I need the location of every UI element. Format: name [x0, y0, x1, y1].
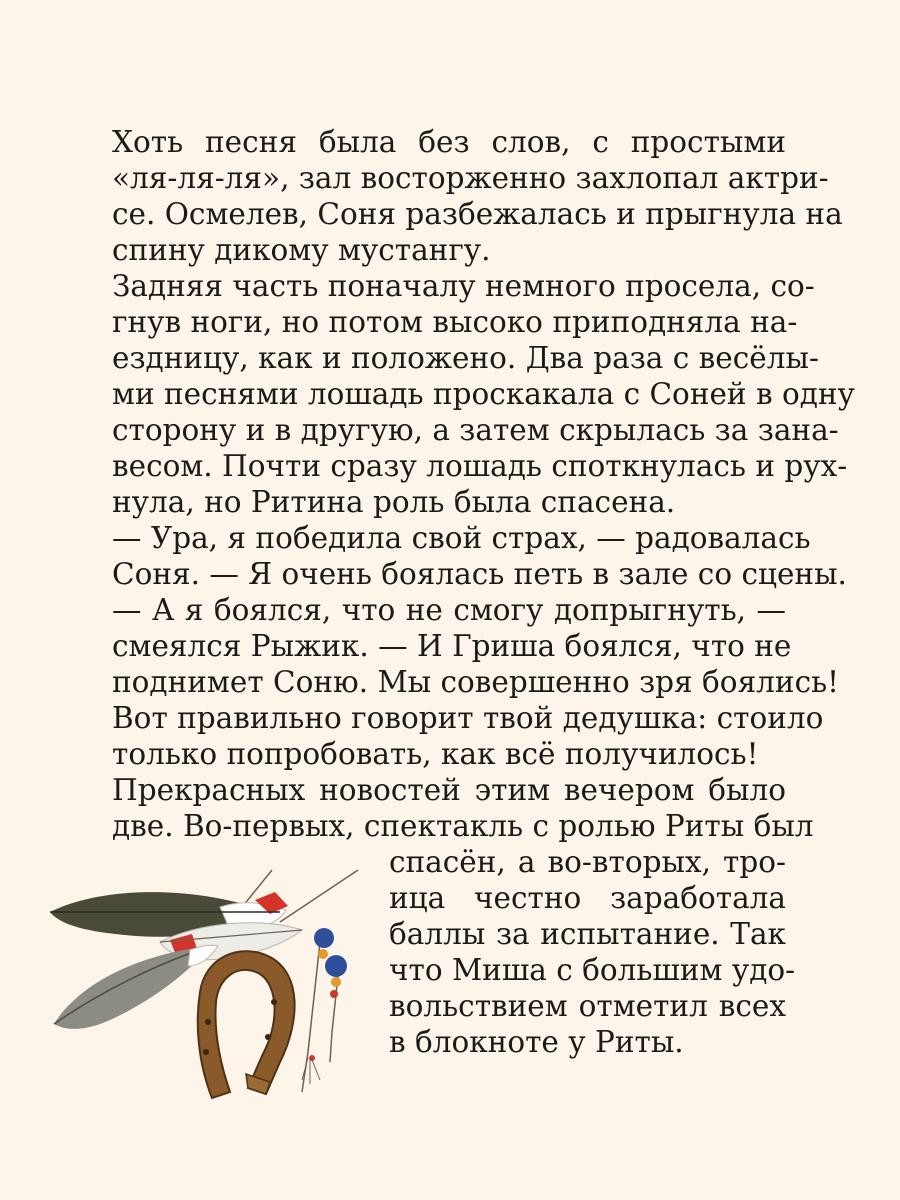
text-line: нула, но Ритина роль была спасена.	[112, 485, 676, 519]
text-line: — А я боялся, что не смогу допрыгнуть, —	[112, 593, 786, 627]
text-line: в блокноте у Риты.	[389, 1025, 684, 1059]
text-line: — Ура, я победила свой страх, — радовалась	[112, 521, 811, 555]
horseshoe-icon	[198, 951, 295, 1098]
text-line: ица честно заработала	[389, 881, 786, 915]
tassel-icon	[302, 1058, 320, 1084]
text-line: что Миша с большим удо-	[389, 953, 796, 987]
text-line: смеялся Рыжик. — И Гриша боялся, что не	[112, 629, 792, 663]
text-line: спину дикому мустангу.	[112, 233, 491, 267]
text-line: только попробовать, как всё получилось!	[112, 737, 759, 771]
text-line: сторону и в другую, а затем скрылась за зана-	[112, 413, 839, 447]
text-line: поднимет Соню. Мы совершенно зря боялись!	[112, 665, 840, 699]
text-line: Соня. — Я очень боялась петь в зале со сцены.	[112, 557, 847, 591]
text-line: баллы за испытание. Так	[389, 917, 786, 951]
feather-icon	[54, 945, 218, 1029]
text-line: Прекрасных новостей этим вечером было	[112, 773, 786, 807]
text-line: ездницу, как и положено. Два раза с весёлы-	[112, 341, 819, 375]
text-line: ми песнями лошадь проскакала с Соней в одну	[112, 377, 855, 411]
text-line: гнув ноги, но потом высоко приподняла на-	[112, 305, 798, 339]
text-line: Хоть песня была без слов, с простыми	[112, 125, 786, 159]
text-line: спасён, а во-вторых, тро-	[389, 845, 786, 879]
feathers-horseshoe-illustration	[40, 862, 380, 1102]
text-line: две. Во-первых, спектакль с ролью Риты был	[112, 809, 814, 843]
text-line: Вот правильно говорит твой дедушка: стоило	[112, 701, 824, 735]
text-line: весом. Почти сразу лошадь споткнулась и рух-	[112, 449, 848, 483]
text-line: вольствием отметил всех	[389, 989, 786, 1023]
text-line: «ля-ля-ля», зал восторженно захлопал актри-	[112, 161, 829, 195]
text-line: се. Осмелев, Соня разбежалась и прыгнула на	[112, 197, 843, 231]
text-line: Задняя часть поначалу немного просела, со-	[112, 269, 815, 303]
